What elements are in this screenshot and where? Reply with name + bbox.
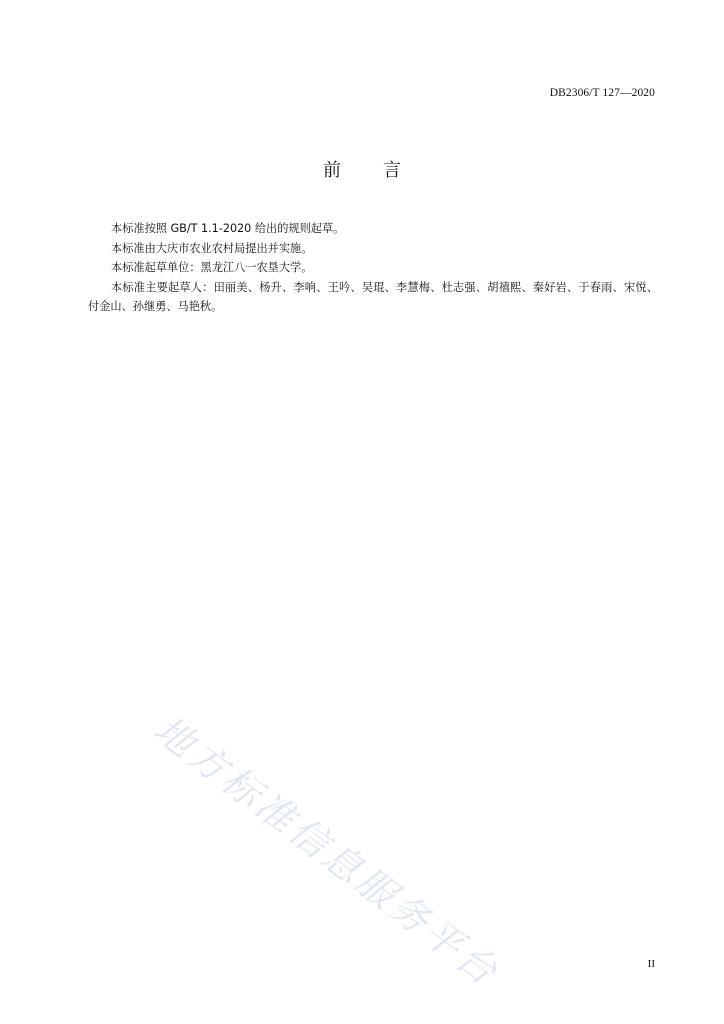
- standard-code: DB2306/T 127—2020: [549, 87, 655, 99]
- section-title: [0, 156, 724, 182]
- section-title-char-1: 前: [323, 160, 341, 181]
- page-number: II: [647, 958, 655, 970]
- paragraph-drafting-unit: 本标准起草单位：黑龙江八一农垦大学。: [111, 261, 313, 274]
- paragraph-proposer: 本标准由大庆市农业农村局提出并实施。: [111, 241, 313, 255]
- section-title-char-2: 言: [383, 160, 401, 181]
- paragraph-drafters: 本标准主要起草人：田丽美、杨升、李响、王吟、吴琨、李慧梅、杜志强、胡禧熙、秦好岩、于春雨、宋悦、付金山、孙继勇、马艳秋。: [88, 280, 658, 313]
- paragraph-drafting-rules: 本标准按照 GB/T 1.1-2020 给出的规则起草。: [111, 222, 345, 235]
- watermark: 地方标准信息服务平台: [146, 707, 509, 996]
- foreword-body: [88, 219, 658, 317]
